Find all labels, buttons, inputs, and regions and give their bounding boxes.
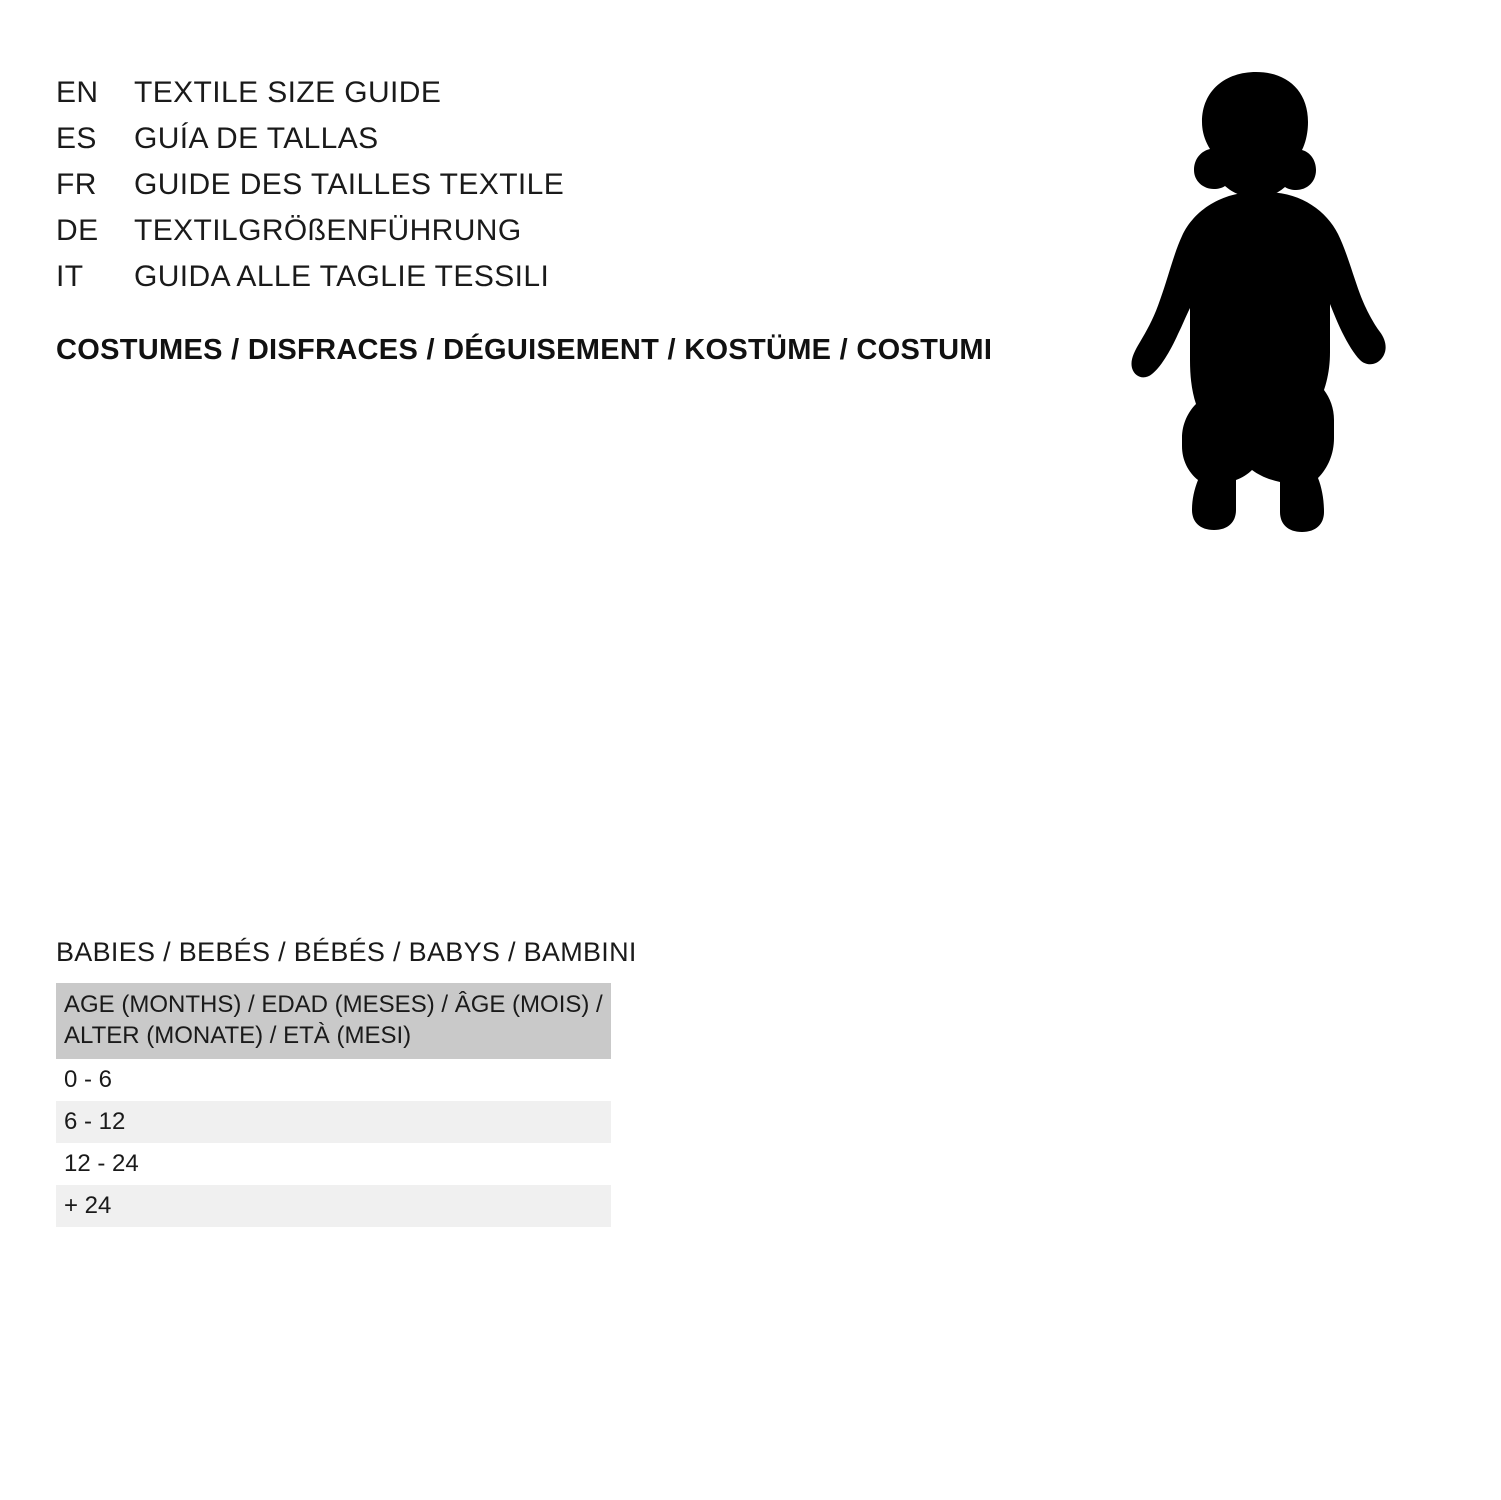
language-row-en (56, 74, 956, 112)
table-row (56, 1143, 611, 1185)
baby-silhouette-icon (1110, 60, 1440, 550)
cell-age-range: 12 - 24 (56, 1143, 611, 1185)
size-table (56, 983, 611, 1227)
language-code-de: DE (56, 214, 99, 247)
language-list (56, 74, 956, 304)
language-text-es: GUÍA DE TALLAS (134, 122, 379, 155)
size-table-heading: BABIES / BEBÉS / BÉBÉS / BABYS / BAMBINI (56, 937, 637, 967)
language-code-fr: FR (56, 168, 97, 201)
size-table-section (56, 935, 637, 1227)
language-code-es: ES (56, 122, 97, 155)
language-row-it (56, 258, 956, 296)
column-header-age: AGE (MONTHS) / EDAD (MESES) / ÂGE (MOIS) / ALTER (MONATE) / ETÀ (MESI) (56, 983, 611, 1059)
category-title: COSTUMES / DISFRACES / DÉGUISEMENT / KOSTÜME / COSTUMI (56, 334, 993, 366)
language-text-it: GUIDA ALLE TAGLIE TESSILI (134, 260, 550, 293)
language-text-en: TEXTILE SIZE GUIDE (134, 76, 442, 109)
table-row (56, 1185, 611, 1227)
language-code-it: IT (56, 260, 84, 293)
cell-age-range: 0 - 6 (56, 1059, 611, 1101)
table-row (56, 1059, 611, 1101)
language-code-en: EN (56, 76, 99, 109)
language-row-es (56, 120, 956, 158)
language-text-fr: GUIDE DES TAILLES TEXTILE (134, 168, 565, 201)
table-row (56, 1101, 611, 1143)
cell-age-range: + 24 (56, 1185, 611, 1227)
table-header-row (56, 983, 611, 1059)
language-row-fr (56, 166, 956, 204)
language-text-de: TEXTILGRÖßENFÜHRUNG (134, 214, 522, 247)
language-row-de (56, 212, 956, 250)
cell-age-range: 6 - 12 (56, 1101, 611, 1143)
